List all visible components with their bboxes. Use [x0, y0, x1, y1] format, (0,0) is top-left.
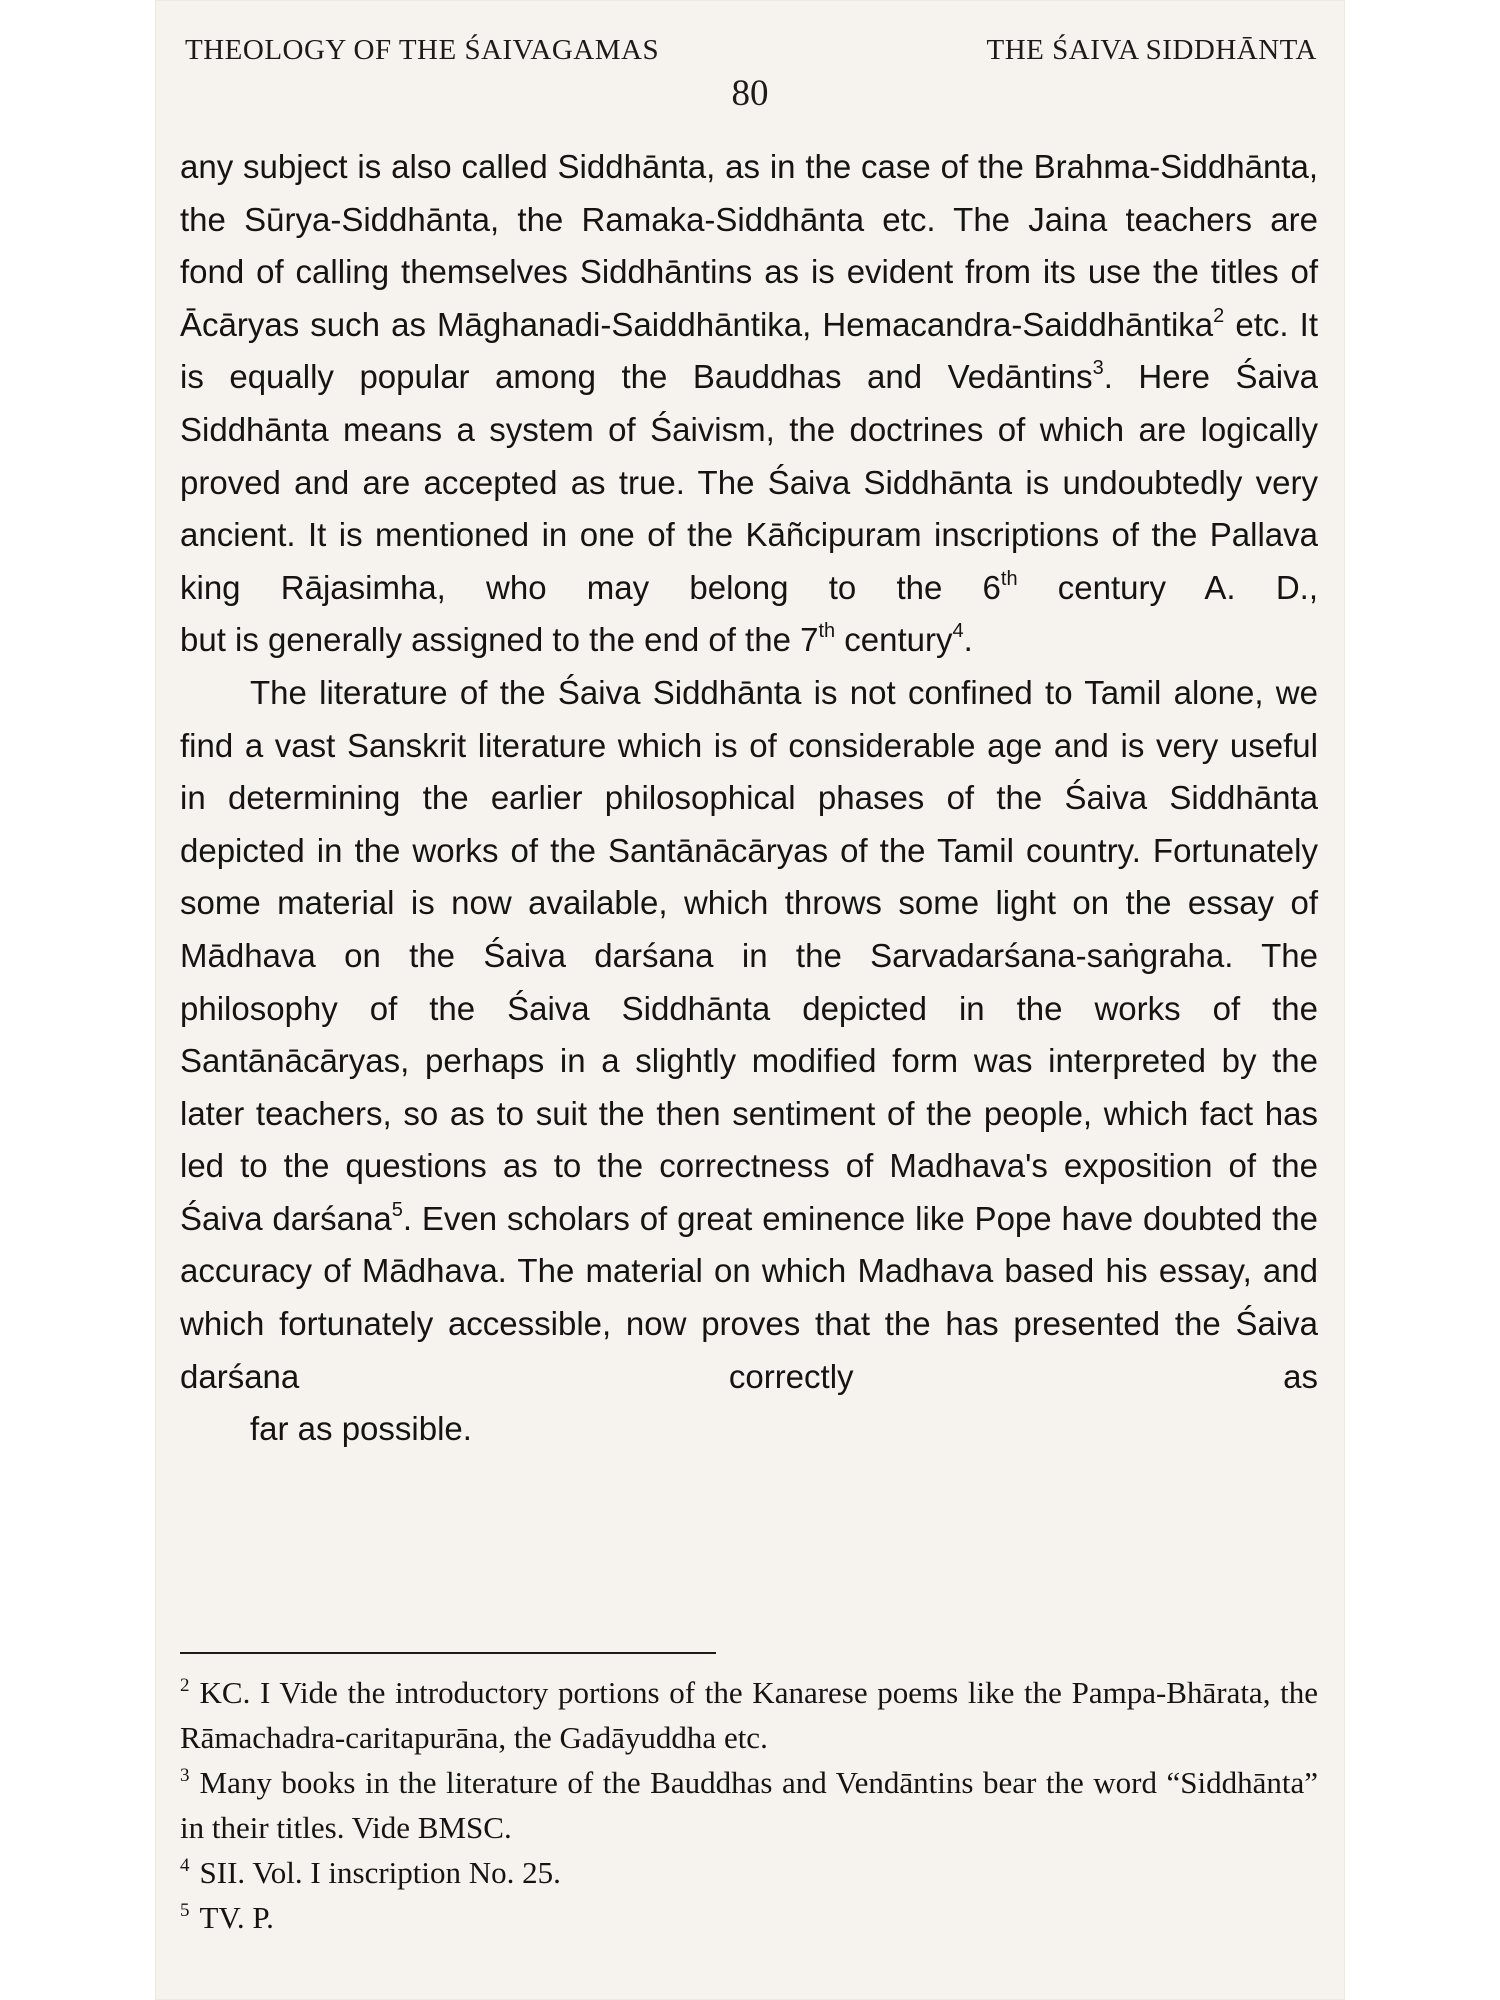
footnote — [180, 1760, 1318, 1850]
header-book-title: THEOLOGY OF THE ŚAIVAGAMAS — [185, 34, 660, 66]
paragraph-1-text-e: but is generally assigned to the end of the 7 — [180, 621, 819, 659]
footnote-text: SII. Vol. I inscription No. 25. — [199, 1855, 561, 1890]
footnote — [180, 1895, 1318, 1940]
footnote-text: Many books in the literature of the Bauddhas and Vendāntins bear the word “Siddhānta” in their titles. Vide BMSC. — [180, 1765, 1318, 1845]
paragraph-1-text-d: century A. D., — [1017, 568, 1318, 606]
page-number: 80 — [731, 73, 769, 114]
footnote — [180, 1850, 1318, 1895]
footnote-mark: 2 — [180, 1675, 190, 1696]
ordinal-suffix: th — [818, 620, 836, 643]
paragraph-1-text-b: etc. It is equally popular among the Bauddhas and Vedāntins — [180, 305, 1318, 396]
paragraph-1-text-c: . Here Śaiva Siddhānta means a system of Śaivism, the doctrines of which are logically proved and are accepted as true. The Śaiva Siddhānta is undoubtedly very ancient. It is mentioned in one of the Kāñcipuram inscriptions of the Pallava king Rājasimha, who may belong to the 6 — [180, 358, 1318, 606]
paragraph-1-text-a: any subject is also called Siddhānta, as in the case of the Brahma-Siddhānta, the Sūrya-Siddhānta, the Ramaka-Siddhānta etc. The Jaina teachers are fond of calling themselves Siddhāntins as is evident from its use the titles of Ācāryas such as Māghanadi-Saiddhāntika, Hemacandra-Saiddhāntika — [180, 148, 1318, 343]
footnote-ref-5: 5 — [391, 1198, 403, 1221]
paragraph-2 — [180, 667, 1318, 1456]
running-header — [185, 34, 1317, 74]
paragraph-2-text-a: The literature of the Śaiva Siddhānta is not confined to Tamil alone, we find a vast Sanskrit literature which is of considerable age and is very useful in determining the earlier philosophical phases of the Śaiva Siddhānta depicted in the works of the Santānācāryas of the Tamil country. Fortunately some material is now available, which throws some light on the essay of Mādhava on the Śaiva darśana in the Sarvadarśana-saṅgraha. The philosophy of the Śaiva Siddhānta depicted in the works of the Santānācāryas, perhaps in a slightly modified form was interpreted by the later teachers, so as to suit the then sentiment of the people, which fact has led to the questions as to the correctness of Madhava's exposition of the Śaiva darśana — [180, 673, 1318, 1237]
footnote-text: TV. P. — [199, 1900, 274, 1935]
paragraph-1-text-f: century — [835, 621, 953, 659]
footnote-mark: 4 — [180, 1855, 190, 1876]
footnote — [180, 1670, 1318, 1760]
ordinal-suffix: th — [1000, 567, 1018, 590]
footnote-ref-4: 4 — [952, 620, 964, 643]
header-chapter-title: THE ŚAIVA SIDDHĀNTA — [986, 34, 1317, 66]
body-text — [180, 141, 1318, 1456]
footnotes — [180, 1670, 1318, 1940]
paragraph-2-text-b: . Even scholars of great eminence like Pope have doubted the accuracy of Mādhava. The material on which Madhava based his essay, and which fortunately accessible, now proves that the has presented the Śaiva darśana correctly as — [180, 1199, 1318, 1395]
footnote-divider — [180, 1652, 716, 1654]
book-page — [155, 0, 1345, 2000]
footnote-ref-3: 3 — [1092, 357, 1104, 380]
footnote-text: KC. I Vide the introductory portions of the Kanarese poems like the Pampa-Bhārata, the Rāmachadra-caritapurāna, the Gadāyuddha etc. — [180, 1675, 1318, 1755]
footnote-mark: 5 — [180, 1900, 190, 1921]
paragraph-1-text-g: . — [963, 621, 973, 659]
footnote-mark: 3 — [180, 1765, 190, 1786]
paragraph-1-last-line — [180, 614, 1318, 667]
paragraph-2-last-line: far as possible. — [250, 1410, 472, 1448]
footnote-ref-2: 2 — [1213, 304, 1225, 327]
paragraph-1 — [180, 141, 1318, 667]
